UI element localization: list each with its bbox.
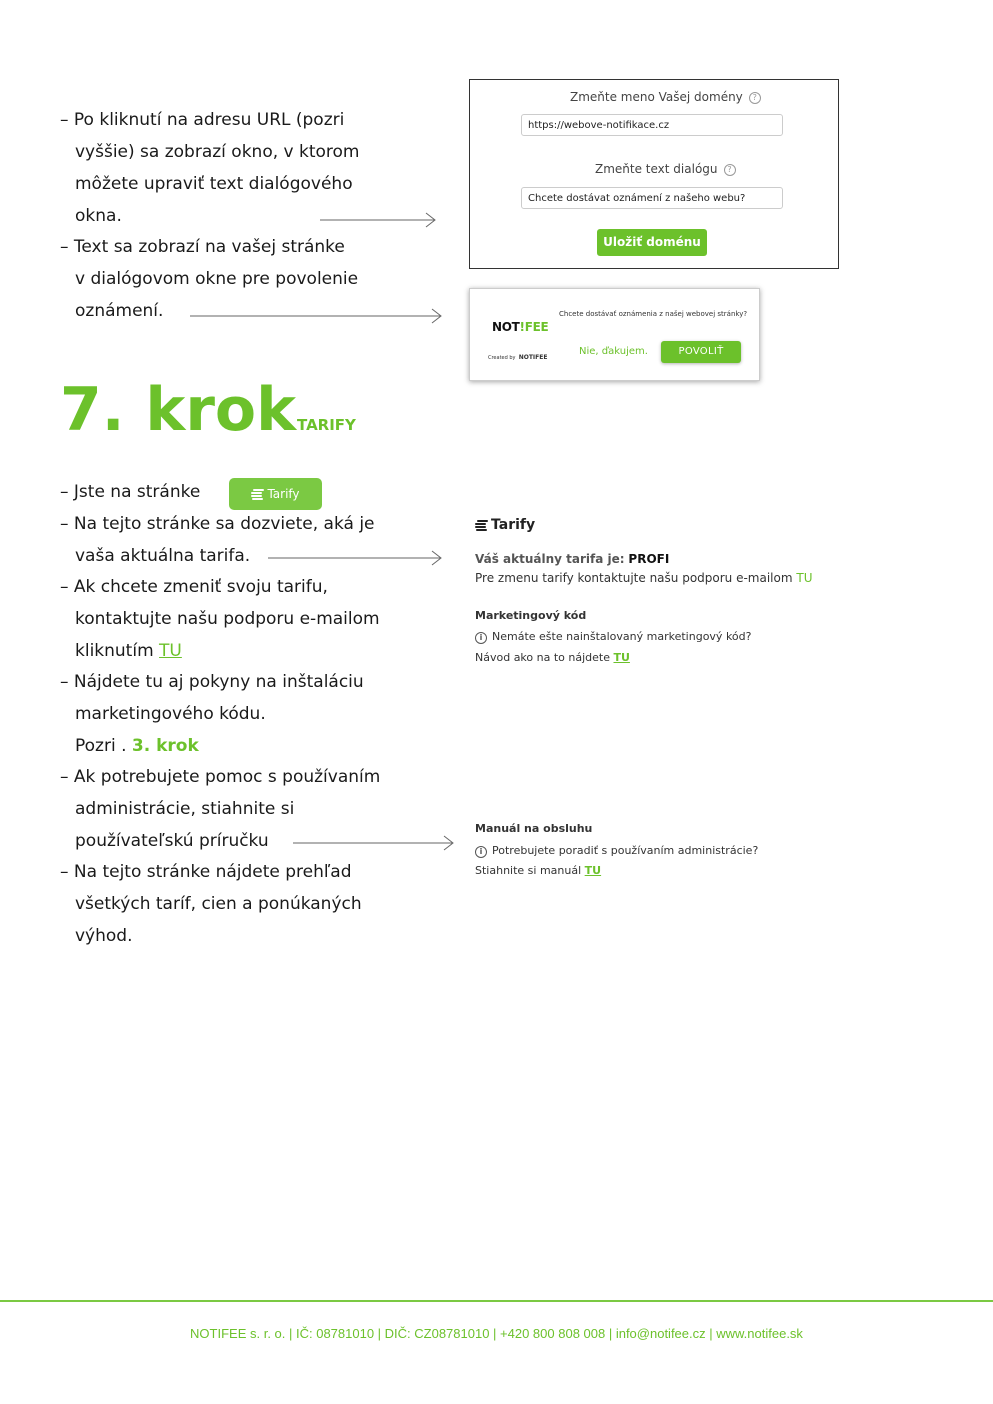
marketing-guide-link[interactable]: TU (613, 651, 630, 664)
tarify-panel-title: Tarify (475, 517, 535, 533)
text-line: kontaktujte našu podporu e-mailom (75, 609, 380, 629)
domain-settings-panel (469, 79, 839, 269)
text-line: – Ak chcete zmeniť svoju tarifu, (60, 577, 328, 597)
arrow-to-domain-box (320, 212, 438, 228)
info-icon: i (475, 846, 487, 858)
marketing-code-info: i Nemáte ešte nainštalovaný marketingový kód? (475, 630, 751, 644)
text-line: oznámení. (75, 301, 164, 321)
current-tarif-value: PROFI (628, 552, 670, 566)
text-line: – Ak potrebujete pomoc s používaním (60, 767, 381, 787)
text-line: marketingového kódu. (75, 704, 266, 724)
coins-icon (251, 489, 263, 499)
support-link[interactable]: TU (159, 641, 182, 661)
manual-download: Stiahnite si manuál TU (475, 864, 602, 877)
step7-text (60, 482, 460, 952)
text-line: – Po kliknutí na adresu URL (pozri (60, 110, 345, 130)
allow-button[interactable]: POVOLIŤ (661, 341, 741, 363)
text-line: vyššie) sa zobrazí okno, v ktorom (75, 142, 360, 162)
text-line: – Nájdete tu aj pokyny na inštaláciu (60, 672, 364, 692)
text-line: – Jste na stránke (60, 482, 201, 502)
domain-name-label: Zmeňte meno Vašej domény ? (570, 90, 761, 104)
footer-text: NOTIFEE s. r. o. | IČ: 08781010 | DIČ: CZ08781010 | +420 800 808 008 | info@notifee.cz | www.notifee.sk (190, 1326, 803, 1341)
arrow-to-dialog-preview (190, 308, 444, 324)
text-line: kliknutím TU (75, 641, 182, 661)
domain-url-field[interactable]: https://webove-notifikace.cz (521, 114, 783, 136)
text-line: – Na tejto stránke sa dozviete, aká je (60, 514, 375, 534)
marketing-code-guide: Návod ako na to nájdete TU (475, 651, 630, 664)
text-line: môžete upraviť text dialógového (75, 174, 353, 194)
manual-info: i Potrebujete poradiť s používaním administrácie? (475, 844, 758, 858)
info-icon: i (475, 632, 487, 644)
step3-reference: 3. krok (131, 736, 199, 756)
dialog-text-field[interactable]: Chcete dostávat oznámení z našeho webu? (521, 187, 783, 209)
manual-download-link[interactable]: TU (584, 864, 602, 877)
dialog-text-label: Zmeňte text dialógu ? (595, 162, 736, 176)
text-line: – Na tejto stránke nájdete prehľad (60, 862, 352, 882)
created-by-logo: NOTIFEE (518, 354, 548, 361)
text-line: Pozri . 3. krok (75, 736, 199, 756)
text-line: vaša aktuálna tarifa. (75, 546, 251, 566)
text-line: v dialógovom okne pre povolenie (75, 269, 359, 289)
dialog-message: Chcete dostávať oznámenia z našej webovej stránky? (559, 310, 748, 318)
text-line: výhod. (75, 926, 133, 946)
help-icon[interactable]: ? (749, 92, 761, 104)
text-line: okna. (75, 206, 122, 226)
step-subheading: TARIFY (297, 416, 356, 434)
notification-dialog-preview (469, 288, 760, 381)
notifee-logo: NOT!FEE (492, 320, 549, 334)
save-domain-button[interactable]: Uložiť doménu (597, 229, 707, 256)
help-icon[interactable]: ? (724, 164, 736, 176)
change-tarif-link[interactable]: TU (796, 571, 813, 585)
step-heading: 7. krok (60, 375, 297, 445)
decline-button[interactable]: Nie, ďakujem. (579, 346, 648, 357)
tarify-button[interactable]: Tarify (229, 478, 322, 510)
footer-divider (0, 1300, 993, 1302)
text-line: všetkých taríf, cien a ponúkaných (75, 894, 362, 914)
text-line: – Text sa zobrazí na vašej stránke (60, 237, 345, 257)
marketing-code-heading: Marketingový kód (475, 609, 587, 622)
text-line: používateľskú príručku (75, 831, 269, 851)
change-tarif-text: Pre zmenu tarify kontaktujte našu podporu e-mailom TU (475, 571, 813, 585)
created-by-label: Created by NOTIFEE (488, 354, 548, 361)
coins-icon (475, 520, 487, 530)
current-tarif: Váš aktuálny tarifa je: PROFI (475, 552, 670, 566)
manual-heading: Manuál na obsluhu (475, 822, 593, 835)
text-line: administrácie, stiahnite si (75, 799, 295, 819)
